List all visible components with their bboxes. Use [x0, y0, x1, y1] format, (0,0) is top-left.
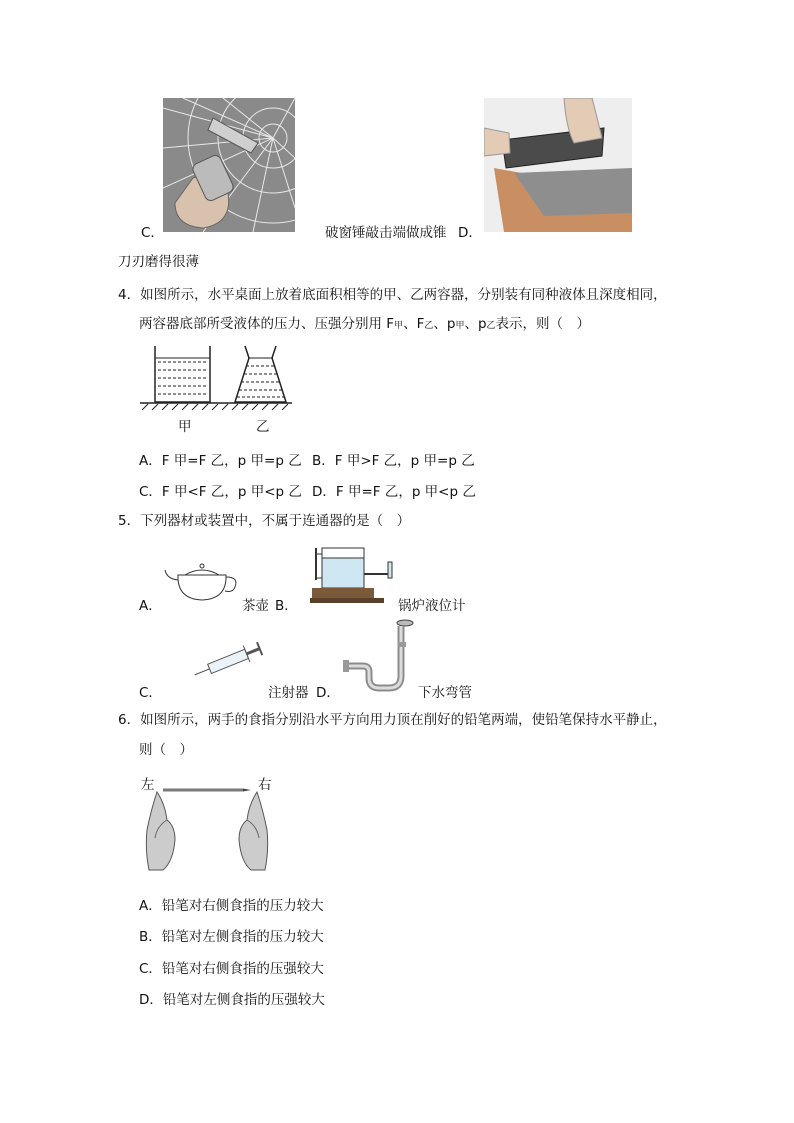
q5-option-b-caption: 锅炉液位计 — [398, 598, 466, 614]
knife-sharpening-photo — [484, 98, 632, 232]
syringe-drawing — [190, 640, 268, 682]
var-p-jia: p甲 — [446, 316, 465, 332]
q4-stem-line2: 两容器底部所受液体的压力、压强分别用 F甲、F乙、p甲、p乙表示，则（ ） — [139, 316, 591, 332]
teapot-drawing — [163, 555, 241, 603]
q6-option-d: D．铅笔对左侧食指的压强较大 — [139, 992, 325, 1008]
var-F-jia: F甲 — [386, 316, 404, 332]
q4-option-b: B．F 甲>F 乙，p 甲=p 乙 — [312, 453, 475, 469]
container-yi-label: 乙 — [256, 419, 270, 435]
q6-stem-line2: 则（ ） — [139, 742, 193, 758]
var-p-yi: p乙 — [477, 316, 496, 332]
q3-option-d-caption: 刀刃磨得很薄 — [118, 254, 199, 270]
q4-option-c: C．F 甲<F 乙，p 甲<p 乙 — [139, 484, 302, 500]
var-F-yi: F乙 — [416, 316, 434, 332]
q5-option-b-label: B． — [275, 598, 298, 614]
q5-option-a-label: A． — [139, 598, 162, 614]
q6-option-a: A．铅笔对右侧食指的压力较大 — [139, 898, 324, 914]
hammer-glass-photo — [163, 98, 295, 232]
drain-pipe-drawing — [343, 616, 417, 692]
container-jia-label: 甲 — [178, 419, 192, 435]
left-label: 左 — [141, 777, 155, 793]
q5-option-c-caption: 注射器 — [268, 685, 309, 701]
q5-stem: 5．下列器材或装置中，不属于连通器的是（ ） — [118, 513, 411, 529]
q4-option-a: A．F 甲=F 乙，p 甲=p 乙 — [139, 453, 302, 469]
pencil-fingers-drawing — [145, 780, 275, 874]
q3-option-c-label: C． — [141, 225, 164, 241]
containers-diagram — [140, 340, 292, 412]
q5-option-d-label: D． — [316, 685, 340, 701]
q3-option-d-label: D． — [458, 225, 482, 241]
q4-stem-line1: 4．如图所示，水平桌面上放着底面积相等的甲、乙两容器，分别装有同种液体且深度相同， — [118, 287, 667, 303]
q6-option-b: B．铅笔对左侧食指的压力较大 — [139, 929, 324, 945]
right-label: 右 — [258, 777, 272, 793]
q6-stem-line1: 6．如图所示，两手的食指分别沿水平方向用力顶在削好的铅笔两端，使铅笔保持水平静止， — [118, 712, 667, 728]
boiler-gauge-drawing — [310, 540, 398, 606]
q6-option-c: C．铅笔对右侧食指的压强较大 — [139, 961, 324, 977]
q5-option-c-label: C． — [139, 685, 162, 701]
q4-option-d: D．F 甲=F 乙，p 甲<p 乙 — [312, 484, 476, 500]
q5-option-a-caption: 茶壶 — [242, 598, 269, 614]
q3-option-c-caption: 破窗锤敲击端做成锥 — [325, 225, 447, 241]
q5-option-d-caption: 下水弯管 — [418, 685, 472, 701]
